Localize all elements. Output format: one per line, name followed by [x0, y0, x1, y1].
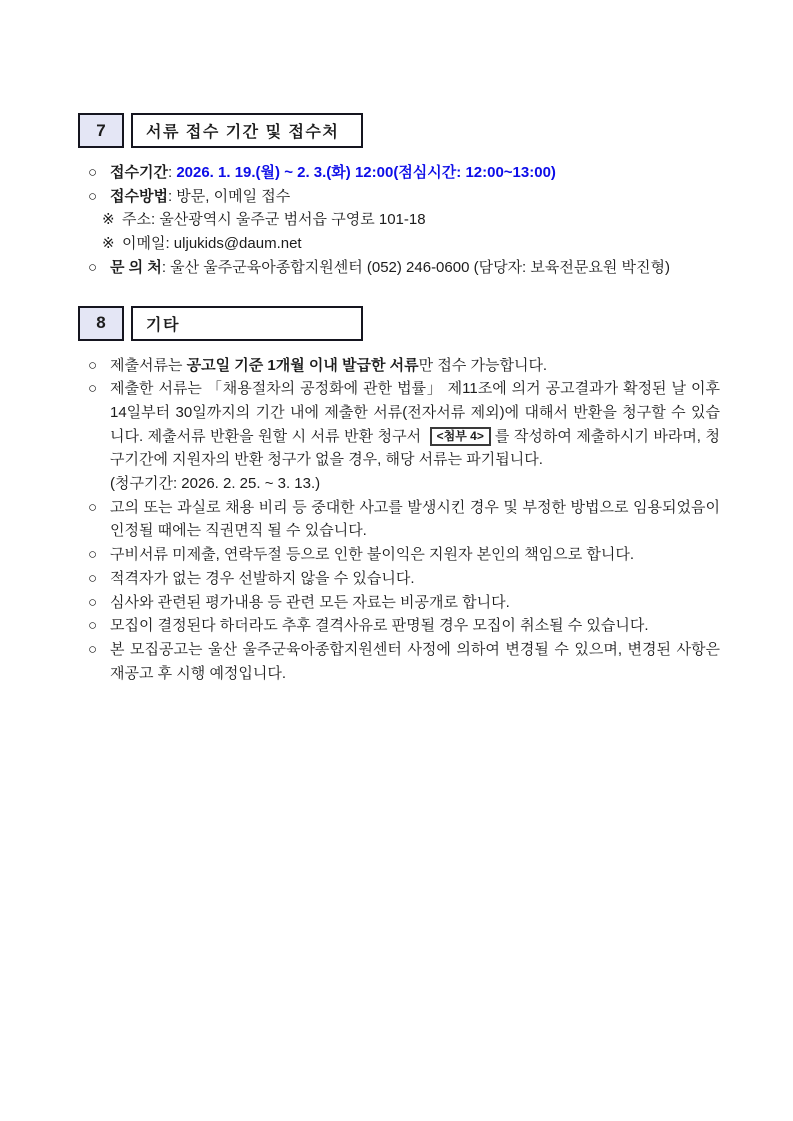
text-segment: : 울산 울주군육아종합지원센터 (052) 246-0600 (담당자: 보육전문요원 박진형) [161, 258, 670, 276]
circle-bullet-icon: ○ [88, 258, 98, 276]
text-segment: 공고일 기준 1개월 이내 발급한 서류 [186, 356, 419, 374]
text-segment: 제출서류는 [110, 356, 187, 374]
list-item-text [110, 161, 720, 185]
list-item [88, 614, 720, 638]
circle-bullet-icon: ○ [88, 546, 98, 564]
list-item [88, 256, 720, 280]
circle-bullet-icon: ○ [88, 356, 98, 374]
list-item [88, 354, 720, 378]
list-item [88, 161, 720, 185]
text-segment: 본 모집공고는 울산 울주군육아종합지원센터 사정에 의하여 변경될 수 있으며, 변경된 사항은 재공고 후 시행 예정입니다. [110, 640, 720, 682]
claim-period-line: (청구기간: 2026. 2. 25. ~ 3. 13.) [110, 475, 321, 493]
circle-bullet-icon: ○ [88, 640, 98, 658]
text-segment: 문 의 처 [110, 258, 162, 276]
circle-bullet-icon: ○ [88, 380, 98, 398]
list-item-text [110, 354, 720, 378]
section-submission [78, 113, 720, 280]
text-segment: 모집이 결정된다 하더라도 추후 결격사유로 판명될 경우 모집이 취소될 수 있습니다. [110, 617, 649, 635]
section-etc [78, 306, 720, 686]
list-item [88, 567, 720, 591]
list-item-text [110, 256, 720, 280]
text-segment: 를 작성하여 제출하시기 바라며, 청구기간에 지원자의 반환 청구가 없을 경우, 해당 서류는 파기됩니다. [110, 427, 720, 469]
circle-bullet-icon: ○ [88, 164, 98, 181]
list-item-text [110, 567, 720, 591]
text-segment: 적격자가 없는 경우 선발하지 않을 수 있습니다. [110, 569, 415, 587]
reference-mark-icon: ※ [102, 235, 115, 253]
section-etc-items [88, 354, 720, 686]
text-segment: 2026. 1. 19.(월) ~ 2. 3.(화) 12:00(점심시간: 12:00~13:00) [176, 164, 556, 181]
reference-mark-icon: ※ [102, 211, 115, 229]
text-segment: 만 접수 가능합니다. [418, 356, 548, 374]
section-submission-items [88, 161, 720, 280]
list-item-text [122, 232, 720, 256]
list-item [88, 543, 720, 567]
list-item [88, 377, 720, 496]
circle-bullet-icon: ○ [88, 187, 98, 205]
circle-bullet-icon: ○ [88, 617, 98, 635]
text-segment: : 방문, 이메일 접수 [167, 187, 291, 205]
list-item-text [110, 185, 720, 209]
text-segment: 제출한 서류는 「채용절차의 공정화에 관한 법률」 제11조에 의거 공고결과가 확정된 날 이후 14일부터 30일까지의 기간 내에 제출한 서류(전자서류 제외)에 대해서 반환을 청구할 수 있습니다. 제출서류 반환을 원할 시 서류 반환 청구서 [110, 380, 720, 445]
list-item-text [110, 496, 720, 543]
section-number-badge: 8 [78, 306, 124, 341]
text-segment: 접수방법 [110, 187, 168, 205]
list-item [102, 208, 720, 232]
list-item-text [110, 377, 720, 496]
circle-bullet-icon: ○ [88, 593, 98, 611]
list-item [88, 496, 720, 543]
list-item-text [110, 614, 720, 638]
list-item-text [110, 638, 720, 685]
text-segment: 고의 또는 과실로 채용 비리 등 중대한 사고를 발생시킨 경우 및 부정한 방법으로 임용되었음이 인정될 때에는 직권면직 될 수 있습니다. [110, 498, 720, 540]
circle-bullet-icon: ○ [88, 569, 98, 587]
list-item [88, 185, 720, 209]
list-item-text [122, 208, 720, 232]
text-segment: : [167, 164, 177, 181]
text-segment: 주소: 울산광역시 울주군 범서읍 구영로 101-18 [122, 211, 426, 229]
attachment-ref-badge: <첨부 4> [430, 427, 491, 446]
list-item-text [110, 543, 720, 567]
section-number-badge: 7 [78, 113, 124, 148]
section-submission-header [78, 113, 720, 148]
text-segment: 구비서류 미제출, 연락두절 등으로 인한 불이익은 지원자 본인의 책임으로 합니다. [110, 546, 635, 564]
text-segment: 이메일: uljukids@daum.net [122, 235, 302, 253]
list-item-text [110, 591, 720, 615]
section-title: 기타 [131, 306, 363, 341]
list-item [88, 591, 720, 615]
list-item [102, 232, 720, 256]
circle-bullet-icon: ○ [88, 498, 98, 516]
section-title: 서류 접수 기간 및 접수처 [131, 113, 363, 148]
section-etc-header [78, 306, 720, 341]
text-segment: 접수기간 [110, 164, 168, 181]
text-segment: 심사와 관련된 평가내용 등 관련 모든 자료는 비공개로 합니다. [110, 593, 510, 611]
list-item [88, 638, 720, 685]
